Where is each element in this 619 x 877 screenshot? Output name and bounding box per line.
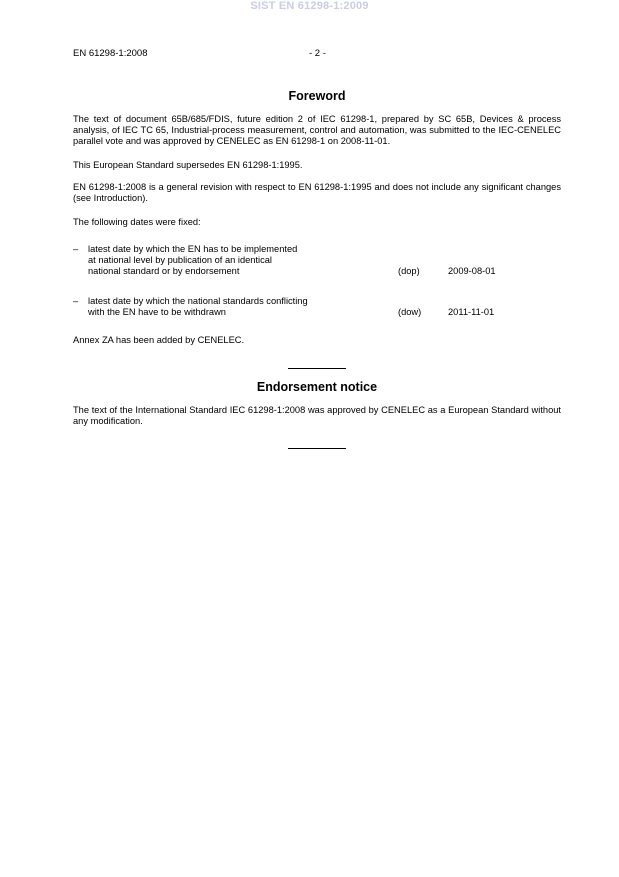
date-value: 2011-11-01: [448, 307, 495, 317]
date-item-dop: [73, 244, 561, 278]
date-abbreviation: (dop): [398, 266, 420, 276]
foreword-paragraph-2: This European Standard supersedes EN 61298-1:1995.: [73, 160, 303, 170]
section-divider: [288, 368, 346, 369]
date-item-line: latest date by which the national standards conflicting: [88, 296, 308, 306]
watermark: SIST EN 61298-1:2009: [250, 0, 369, 12]
foreword-paragraph-3: EN 61298-1:2008 is a general revision with respect to EN 61298-1:1995 and does not include any significant changes (see Introduction).: [73, 182, 561, 203]
date-item-dow: [73, 296, 561, 319]
date-item-line: latest date by which the EN has to be implemented: [88, 244, 298, 254]
list-dash: –: [73, 296, 79, 306]
foreword-paragraph-1: The text of document 65B/685/FDIS, future edition 2 of IEC 61298-1, prepared by SC 65B, Devices & process analysis, of IEC TC 65, Industrial-process measurement, control and automation, was submitted to the IEC-CENELEC parallel vote and was approved by CENELEC as EN 61298-1 on 2008-11-01.: [73, 114, 561, 146]
list-dash: –: [73, 244, 79, 254]
header-page-number: - 2 -: [309, 48, 326, 59]
section-divider: [288, 448, 346, 449]
date-item-text: [88, 244, 388, 277]
endorsement-title: Endorsement notice: [256, 380, 378, 394]
date-item-text: [88, 296, 388, 318]
foreword-title: Foreword: [288, 89, 346, 103]
date-item-line: at national level by publication of an identical: [88, 255, 272, 265]
foreword-paragraph-4: The following dates were fixed:: [73, 217, 201, 227]
date-item-line: with the EN have to be withdrawn: [88, 307, 226, 317]
foreword-paragraph-5: Annex ZA has been added by CENELEC.: [73, 335, 245, 345]
date-value: 2009-08-01: [448, 266, 496, 276]
header-doc-id: EN 61298-1:2008: [73, 48, 148, 59]
date-abbreviation: (dow): [398, 307, 422, 317]
endorsement-paragraph: The text of the International Standard IEC 61298-1:2008 was approved by CENELEC as a European Standard without any modification.: [73, 405, 561, 426]
date-item-line: national standard or by endorsement: [88, 266, 240, 276]
